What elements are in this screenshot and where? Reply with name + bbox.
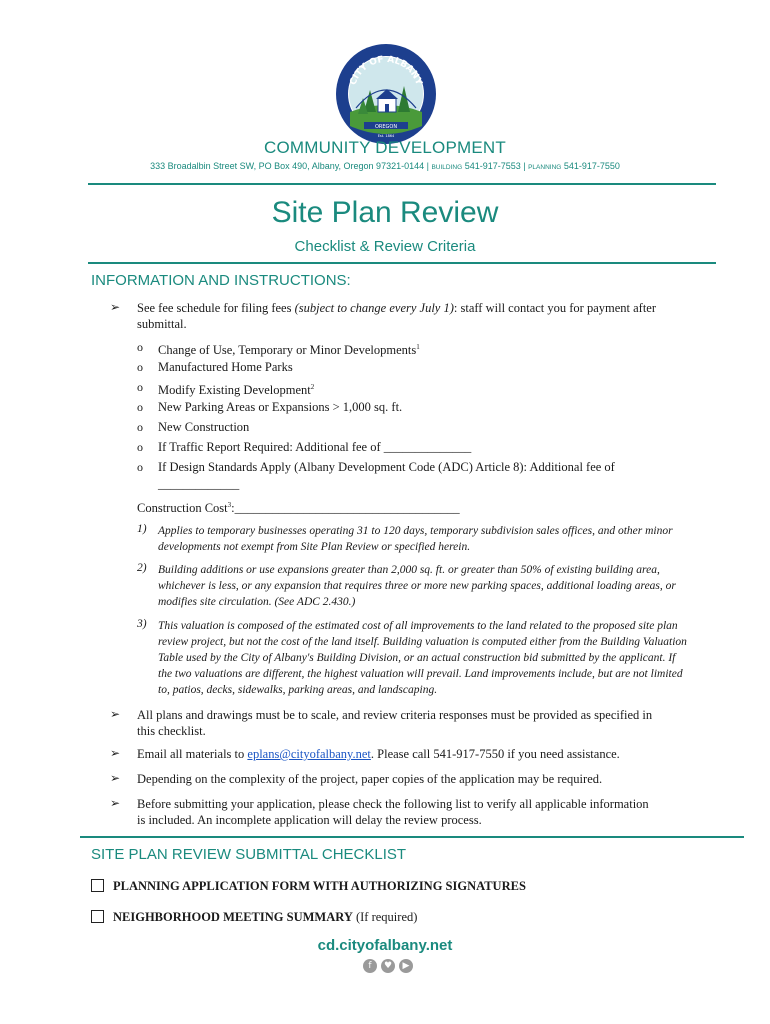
arrow-bullet-icon: ➢: [110, 300, 121, 314]
building-label: BUILDING: [431, 164, 463, 171]
fee-item-text: Modify Existing Development: [158, 383, 311, 398]
circle-bullet-icon: o: [137, 420, 143, 434]
neighborhood-meeting-label: [113, 910, 417, 925]
arrow-bullet-icon: ➢: [110, 771, 121, 785]
city-seal-logo: [334, 42, 438, 146]
footnote-text: [158, 618, 687, 698]
footnote-number: 1): [137, 523, 147, 535]
email-prefix: Email all materials to: [137, 747, 245, 761]
arrow-bullet-icon: ➢: [110, 796, 121, 810]
footnote-ref: 1: [416, 343, 420, 351]
page-subtitle: Checklist & Review Criteria: [294, 238, 476, 255]
fee-prefix: See fee schedule for filing fees: [137, 301, 292, 315]
fee-item: Manufactured Home Parks: [158, 360, 293, 374]
fee-item: If Traffic Report Required: Additional fee of ______________: [158, 440, 472, 454]
before-line-2: is included. An incomplete application will delay the review process.: [137, 813, 482, 827]
footnote-text: [158, 523, 673, 555]
construction-cost: [137, 497, 460, 516]
construction-cost-blank: :____________________________________: [231, 501, 460, 516]
planning-application-label: PLANNING APPLICATION FORM WITH AUTHORIZING SIGNATURES: [113, 879, 526, 893]
circle-bullet-icon: o: [137, 440, 143, 454]
footnote-line: to, patios, decks, sidewalks, parking areas, and landscaping.: [158, 684, 438, 696]
fee-suffix: : staff will contact you for payment after: [453, 301, 657, 315]
email-link[interactable]: eplans@cityofalbany.net: [247, 747, 371, 761]
neighborhood-meeting-checkbox[interactable]: [91, 910, 104, 923]
header-divider: [88, 183, 716, 185]
arrow-bullet-icon: ➢: [110, 707, 121, 721]
planning-phone: 541-917-7550: [563, 161, 620, 171]
footnote-line: Applies to temporary businesses operating 31 to 120 days, temporary subdivision sales offices, and other minor: [158, 525, 673, 537]
footnote-line: whichever is less, or any expansion that requires three or more new parking spaces, additional loading areas, or: [158, 580, 676, 592]
fee-item-text: Change of Use, Temporary or Minor Developments: [158, 343, 417, 358]
fee-line-2: submittal.: [137, 317, 187, 331]
email-suffix: . Please call 541-917-7550 if you need assistance.: [370, 747, 620, 761]
info-heading: INFORMATION AND INSTRUCTIONS:: [91, 272, 351, 289]
circle-bullet-icon: o: [137, 380, 143, 394]
logo-city-name: CITY OF ALBANY: [348, 54, 424, 87]
before-line: Before submitting your application, please check the following list to verify all applicable information: [137, 797, 649, 811]
planning-application-checkbox[interactable]: [91, 879, 104, 892]
planning-label: PLANNING: [528, 164, 562, 171]
logo-est-text: Est. 1864: [377, 134, 395, 138]
circle-bullet-icon: o: [137, 400, 143, 414]
fee-item: [158, 339, 420, 358]
arrow-bullet-icon: ➢: [110, 746, 121, 760]
twitter-icon[interactable]: ♥: [381, 959, 395, 973]
footnote-line: the two valuations are different, the highest valuation will prevail. Land improvements include, but are not limited: [158, 668, 683, 680]
fee-item: New Parking Areas or Expansions > 1,000 sq. ft.: [158, 400, 403, 414]
footnote-line: developments not exempt from Site Plan Review or specified herein.: [158, 541, 471, 553]
footnote-ref: 3: [227, 501, 232, 509]
footnote-text: [158, 562, 676, 610]
fee-item: New Construction: [158, 420, 250, 434]
circle-bullet-icon: o: [137, 360, 143, 374]
fee-item: If Design Standards Apply (Albany Development Code (ADC) Article 8): Additional fee of: [158, 460, 615, 474]
footnote-line: Table used by the City of Albany's Building Division, or an actual construction bid submitted by the applicant. If: [158, 652, 676, 664]
footnote-number: 3): [137, 618, 147, 630]
footnote-number: 2): [137, 562, 147, 574]
fee-item-blank: _____________: [158, 477, 240, 491]
footer-url[interactable]: cd.cityofalbany.net: [317, 937, 453, 954]
building-phone: 541-917-7553 |: [464, 161, 526, 171]
title-divider: [88, 262, 716, 264]
footnote-line: modifies site circulation. (See ADC 2.430.): [158, 596, 356, 608]
street-address: 333 Broadalbin Street SW, PO Box 490, Albany, Oregon 97321-0144 |: [150, 161, 429, 171]
neighborhood-meeting-label-text: NEIGHBORHOOD MEETING SUMMARY: [113, 910, 353, 924]
scale-line-2: this checklist.: [137, 724, 206, 738]
circle-bullet-icon: o: [137, 340, 143, 354]
email-line: [137, 746, 620, 762]
facebook-icon[interactable]: f: [363, 959, 377, 973]
fee-line: [137, 300, 656, 316]
org-name: COMMUNITY DEVELOPMENT: [264, 138, 506, 157]
youtube-icon[interactable]: ▶: [399, 959, 413, 973]
footnote-line: review project, but not the cost of the land itself. Building valuation is computed either from the Building Valuation: [158, 636, 687, 648]
neighborhood-meeting-note: (If required): [352, 910, 418, 924]
footnote-line: This valuation is composed of the estimated cost of all improvements to the land related to the proposed site plan: [158, 620, 678, 632]
checklist-divider: [80, 836, 744, 838]
footnote-line: Building additions or use expansions greater than 2,000 sq. ft. or greater than 50% of existing building area,: [158, 564, 660, 576]
page-title: Site Plan Review: [271, 196, 499, 229]
address-line: [0, 161, 770, 171]
circle-bullet-icon: o: [137, 460, 143, 474]
scale-line: All plans and drawings must be to scale, and review criteria responses must be provided as specified in: [137, 708, 653, 722]
construction-cost-label: Construction Cost: [137, 501, 228, 516]
checklist-heading: SITE PLAN REVIEW SUBMITTAL CHECKLIST: [91, 846, 407, 863]
fee-italic: (subject to change every July 1): [294, 301, 454, 315]
footnote-ref: 2: [310, 383, 315, 391]
logo-state-text: OREGON: [374, 124, 398, 130]
paper-line: Depending on the complexity of the project, paper copies of the application may be required.: [137, 772, 603, 786]
fee-item: [158, 379, 314, 398]
